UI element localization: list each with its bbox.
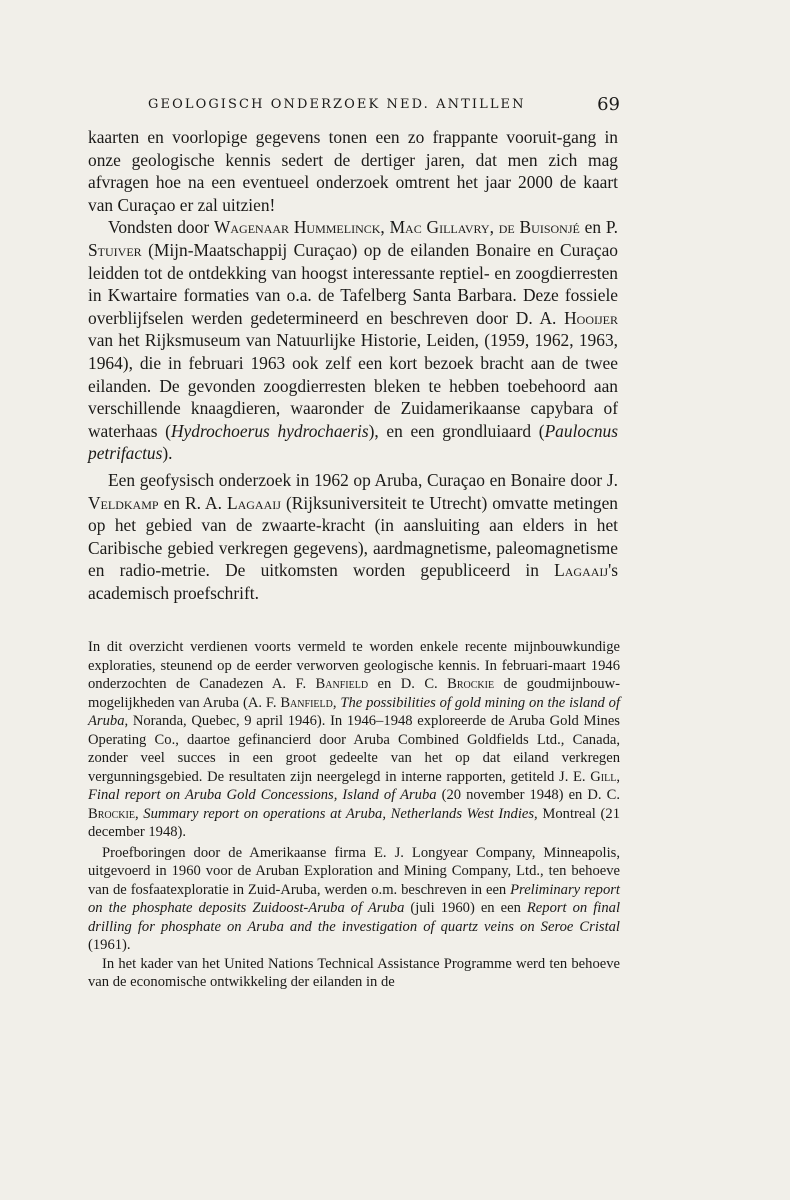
text-run: en D. C. xyxy=(368,676,448,692)
text-run: ), en een grondluiaard ( xyxy=(368,420,545,441)
author-name: de Buisonjé xyxy=(498,217,580,238)
text-run: In dit overzicht verdienen voorts vermeld te worden enkele recente mijnbouwkundige exploraties, steunend op de eerder verworven geologische kennis. In februari-maart 1946 onderzochten de Canadezen A. F. xyxy=(88,639,620,692)
paragraph-3 xyxy=(88,469,618,605)
note-paragraph-1 xyxy=(88,638,620,842)
main-text xyxy=(88,126,618,604)
author-name: Veldkamp xyxy=(88,492,159,513)
text-run: en R. A. xyxy=(158,492,227,513)
text-run: Proefboringen door de Amerikaanse firma E. J. Longyear Company, Minneapolis, uitgevoerd in 1960 voor de Aruban Exploration and Mining Company, Ltd., ten behoeve van de fosfaatexploratie in Zuid-Aruba, werden o.m. beschreven in een xyxy=(88,844,620,898)
page-number: 69 xyxy=(597,94,620,115)
text-run: van het Rijksmuseum van Natuurlijke Historie, Leiden, (1959, 1962, 1963, 1964), die in februari 1963 ook zelf een kort bezoek bracht aan de twee eilanden. De gevonden zoogdierresten bleken te hebben toebehoord aan verschillende knaagdieren, waaronder de Zuidamerikaanse capybara of waterhaas ( xyxy=(88,330,618,441)
author-name: Mac Gillavry xyxy=(389,217,490,238)
running-title: GEOLOGISCH ONDERZOEK NED. ANTILLEN xyxy=(148,97,526,112)
text-run: (juli 1960) en een xyxy=(404,900,527,916)
text-run: , xyxy=(332,694,341,711)
report-title: Final report on Aruba Gold Concessions, Island of Aruba xyxy=(88,787,437,803)
author-name: Hooijer xyxy=(564,307,618,328)
text-run: (20 november 1948) en D. C. xyxy=(436,787,620,803)
text-run: Vondsten door xyxy=(108,217,214,238)
report-title: Preliminary report on the phosphate deposits Zuidoost-Aruba of Aruba xyxy=(88,881,620,916)
species-name: Paulocnus petrifactus xyxy=(88,420,618,464)
paragraph-1: kaarten en voorlopige gegevens tonen een zo frappante vooruit-gang in onze geologische kennis sedert de dertiger jaren, dat men zich mag afvragen hoe na een eventueel onderzoek omtrent het jaar 2000 de kaart van Curaçao er zal uitzien! xyxy=(88,127,618,215)
author-name: Banfield xyxy=(280,694,333,711)
text-run: (Mijn-Maatschappij Curaçao) op de eilanden Bonaire en Curaçao leidden tot de ontdekking van hoogst interessante reptiel- en zoogdierresten in Kwartaire formaties van o.a. de Tafelberg Santa Barbara. Deze fossiele overblijfselen werden gedetermineerd en beschreven door D. A. xyxy=(88,239,618,328)
author-name: Gill xyxy=(590,768,617,785)
report-title: Report on final drilling for phosphate on Aruba and the investigation of quartz veins on Seroe Cristal xyxy=(88,900,621,935)
paragraph-2 xyxy=(88,216,618,465)
text-run: 's academisch proefschrift. xyxy=(88,560,618,603)
text-run: Een geofysisch onderzoek in 1962 op Aruba, Curaçao en Bonaire door J. xyxy=(108,469,618,490)
note-paragraph-2 xyxy=(88,844,620,955)
author-name: Wagenaar Hummelinck xyxy=(213,217,381,238)
note-paragraph-3: In het kader van het United Nations Technical Assistance Programme werd ten behoeve van de economische ontwikkeling der eilanden in de xyxy=(88,955,620,990)
report-title: The possibilities of gold mining on the island of Aruba xyxy=(88,694,620,729)
author-name: Lagaaij xyxy=(226,492,281,513)
text-run: , Noranda, Quebec, 9 april 1946). In 1946–1948 exploreerde de Aruba Gold Mines Operating Co., daartoe gefinancierd door Aruba Combined Goldfields Ltd., Canada, zonder veel succes in een groot gedeelte van het op dat eiland verkregen vergunningsgebied. De resultaten zijn neergelegd in interne rapporten, getiteld J. E. xyxy=(88,713,620,785)
text-run: , xyxy=(380,217,390,238)
species-name: Hydrochoerus hydrochaeris xyxy=(170,420,369,441)
text-run: (Rijksuniversiteit te Utrecht) omvatte metingen op het gebied van de zwaarte-kracht (in aansluiting aan elders in het Caribische gebied verkregen gegevens), aardmagnetisme, paleomagnetisme en radio-metrie. De uitkomsten worden gepubliceerd in xyxy=(88,492,619,581)
text-run: de goudmijnbouw-mogelijkheden van Aruba (A. F. xyxy=(88,676,620,711)
text-run: en P. xyxy=(579,217,618,238)
text-run: , Montreal (21 december 1948). xyxy=(88,805,620,840)
report-title: Summary report on operations at Aruba, Netherlands West Indies xyxy=(143,805,535,822)
text-run: (1961). xyxy=(88,937,131,953)
author-name: Banfield xyxy=(315,676,369,692)
page-header xyxy=(88,94,620,118)
small-print-notes xyxy=(88,638,620,992)
author-name: Stuiver xyxy=(88,239,142,260)
author-name: Brockie xyxy=(88,805,135,822)
text-run: , xyxy=(489,217,499,238)
text-run: , xyxy=(616,768,620,785)
author-name: Lagaaij xyxy=(554,560,609,581)
author-name: Brockie xyxy=(447,676,495,692)
text-run: , xyxy=(134,805,144,822)
text-run: ). xyxy=(162,443,173,464)
